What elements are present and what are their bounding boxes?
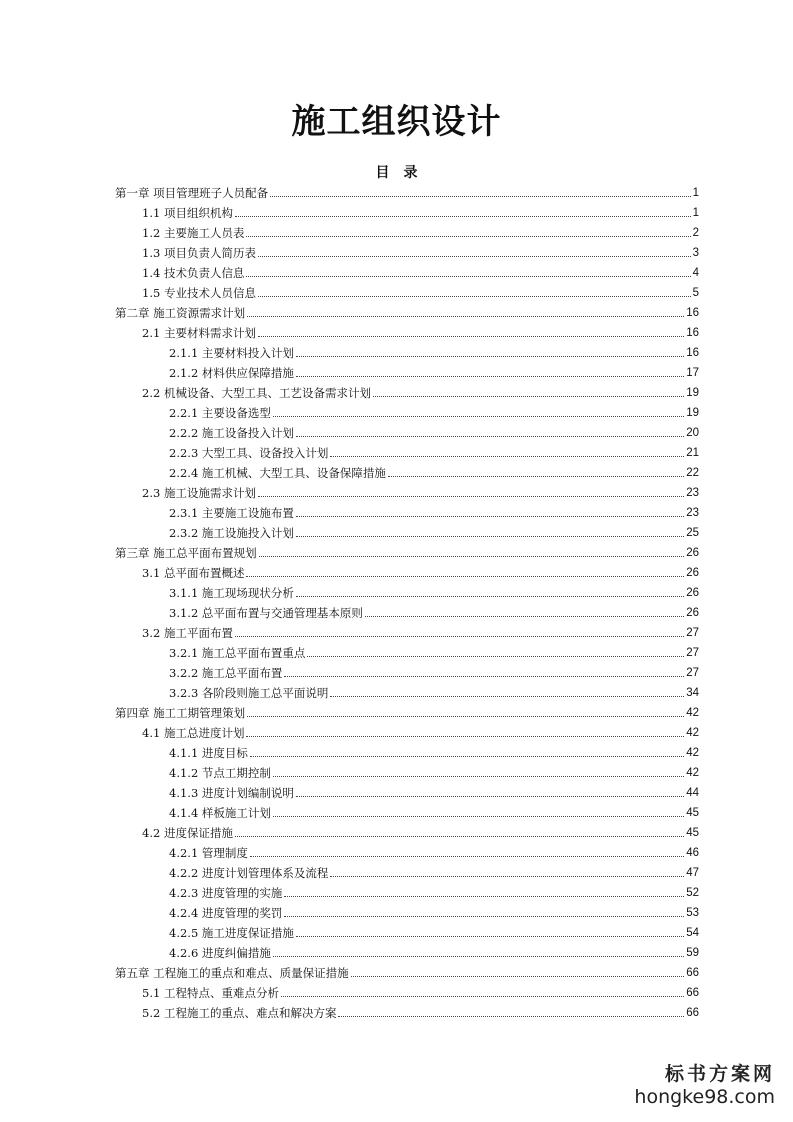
toc-entry[interactable] — [115, 823, 699, 843]
toc-entry[interactable] — [115, 763, 699, 783]
toc-entry-label: 3.2.1 施工总平面布置重点 — [169, 646, 306, 660]
toc-entry-page: 27 — [686, 627, 699, 639]
toc-entry-label: 2.3.2 施工设施投入计划 — [169, 526, 294, 540]
toc-leader-dots — [296, 796, 684, 797]
toc-leader-dots — [270, 196, 690, 197]
toc-entry[interactable] — [115, 863, 699, 883]
toc-entry[interactable] — [115, 523, 699, 543]
toc-entry[interactable] — [115, 643, 699, 663]
toc-entry[interactable] — [115, 343, 699, 363]
toc-leader-dots — [388, 476, 684, 477]
toc-entry-label: 1.2 主要施工人员表 — [142, 226, 245, 240]
toc-leader-dots — [330, 876, 684, 877]
toc-leader-dots — [273, 816, 684, 817]
toc-entry-page: 26 — [686, 547, 699, 559]
toc-entry[interactable] — [115, 803, 699, 823]
toc-entry-page: 19 — [686, 407, 699, 419]
toc-leader-dots — [247, 316, 684, 317]
toc-entry[interactable] — [115, 723, 699, 743]
toc-entry-page: 42 — [686, 747, 699, 759]
toc-entry[interactable] — [115, 983, 699, 1003]
toc-entry-page: 34 — [686, 687, 699, 699]
toc-entry-page: 1 — [692, 187, 699, 199]
toc-entry[interactable] — [115, 543, 699, 563]
toc-entry[interactable] — [115, 223, 699, 243]
watermark-cn: 标书方案网 — [664, 1063, 775, 1085]
toc-leader-dots — [258, 256, 691, 257]
toc-entry[interactable] — [115, 263, 699, 283]
toc-leader-dots — [273, 776, 684, 777]
toc-entry-page: 66 — [686, 1007, 699, 1019]
toc-entry-page: 26 — [686, 607, 699, 619]
toc-entry[interactable] — [115, 483, 699, 503]
toc-entry[interactable] — [115, 243, 699, 263]
toc-entry[interactable] — [115, 383, 699, 403]
toc-entry[interactable] — [115, 943, 699, 963]
document-title: 施工组织设计 — [291, 102, 502, 142]
toc-entry-label: 2.2 机械设备、大型工具、工艺设备需求计划 — [142, 386, 371, 400]
toc-entry[interactable] — [115, 883, 699, 903]
toc-entry-page: 1 — [692, 207, 699, 219]
toc-entry-label: 第二章 施工资源需求计划 — [115, 306, 246, 320]
toc-entry-label: 3.2 施工平面布置 — [142, 626, 233, 640]
toc-entry-label: 1.1 项目组织机构 — [142, 206, 233, 220]
toc-entry-page: 21 — [686, 447, 699, 459]
toc-entry-page: 44 — [686, 787, 699, 799]
toc-entry[interactable] — [115, 843, 699, 863]
toc-entry-page: 26 — [686, 567, 699, 579]
toc-entry-page: 3 — [692, 247, 699, 259]
toc-leader-dots — [273, 416, 684, 417]
toc-entry[interactable] — [115, 203, 699, 223]
toc-entry[interactable] — [115, 623, 699, 643]
toc-entry-page: 46 — [686, 847, 699, 859]
toc-leader-dots — [330, 696, 684, 697]
toc-leader-dots — [235, 836, 684, 837]
toc-entry-label: 5.2 工程施工的重点、难点和解决方案 — [142, 1006, 337, 1020]
toc-entry-label: 2.2.4 施工机械、大型工具、设备保障措施 — [169, 466, 386, 480]
toc-leader-dots — [296, 436, 684, 437]
toc-entry[interactable] — [115, 663, 699, 683]
toc-entry-label: 2.1.1 主要材料投入计划 — [169, 346, 294, 360]
toc-entry[interactable] — [115, 923, 699, 943]
toc-entry-page: 17 — [686, 367, 699, 379]
toc-leader-dots — [351, 976, 685, 977]
toc-entry-page: 53 — [686, 907, 699, 919]
toc-leader-dots — [258, 336, 684, 337]
toc-entry-label: 4.2 进度保证措施 — [142, 826, 233, 840]
toc-entry-page: 42 — [686, 767, 699, 779]
toc-entry-label: 第五章 工程施工的重点和难点、质量保证措施 — [115, 966, 349, 980]
toc-entry-page: 25 — [686, 527, 699, 539]
toc-entry-label: 1.3 项目负责人简历表 — [142, 246, 256, 260]
watermark — [634, 1059, 775, 1108]
toc-entry-label: 3.1 总平面布置概述 — [142, 566, 245, 580]
toc-entry-label: 4.1.1 进度目标 — [169, 746, 248, 760]
toc-entry-label: 2.3 施工设施需求计划 — [142, 486, 256, 500]
toc-leader-dots — [296, 376, 684, 377]
toc-entry[interactable] — [115, 563, 699, 583]
toc-entry-page: 2 — [692, 227, 699, 239]
toc-leader-dots — [284, 896, 684, 897]
toc-entry-label: 4.2.6 进度纠偏措施 — [169, 946, 271, 960]
toc-entry-label: 3.2.3 各阶段则施工总平面说明 — [169, 686, 329, 700]
toc-leader-dots — [307, 656, 684, 657]
toc-entry-page: 20 — [686, 427, 699, 439]
toc-entry[interactable] — [115, 903, 699, 923]
toc-heading: 目 录 — [375, 165, 418, 181]
toc-leader-dots — [235, 636, 684, 637]
toc-entry-label: 4.2.1 管理制度 — [169, 846, 248, 860]
toc-entry-page: 66 — [686, 987, 699, 999]
toc-entry-page: 26 — [686, 587, 699, 599]
toc-entry[interactable] — [115, 423, 699, 443]
toc-entry[interactable] — [115, 323, 699, 343]
toc-entry-page: 59 — [686, 947, 699, 959]
toc-entry-label: 5.1 工程特点、重难点分析 — [142, 986, 279, 1000]
toc-entry-label: 1.5 专业技术人员信息 — [142, 286, 256, 300]
toc-entry[interactable] — [115, 583, 699, 603]
toc-entry-label: 3.1.1 施工现场现状分析 — [169, 586, 294, 600]
toc-entry-page: 16 — [686, 347, 699, 359]
toc-leader-dots — [296, 936, 684, 937]
toc-leader-dots — [246, 576, 684, 577]
toc-leader-dots — [250, 756, 684, 757]
table-of-contents — [115, 183, 699, 1023]
toc-entry-page: 27 — [686, 667, 699, 679]
toc-entry-page: 27 — [686, 647, 699, 659]
toc-entry-page: 45 — [686, 807, 699, 819]
toc-entry-label: 4.2.2 进度计划管理体系及流程 — [169, 866, 329, 880]
toc-entry-label: 第四章 施工工期管理策划 — [115, 706, 246, 720]
toc-entry-label: 4.2.3 进度管理的实施 — [169, 886, 283, 900]
toc-entry-page: 16 — [686, 307, 699, 319]
toc-entry[interactable] — [115, 403, 699, 423]
toc-leader-dots — [247, 716, 684, 717]
toc-entry[interactable] — [115, 783, 699, 803]
toc-leader-dots — [273, 956, 684, 957]
toc-leader-dots — [296, 596, 684, 597]
toc-entry-page: 45 — [686, 827, 699, 839]
toc-entry-label: 第三章 施工总平面布置规划 — [115, 546, 257, 560]
toc-entry-page: 22 — [686, 467, 699, 479]
toc-entry[interactable] — [115, 503, 699, 523]
toc-entry-page: 66 — [686, 967, 699, 979]
toc-entry[interactable] — [115, 963, 699, 983]
toc-entry[interactable] — [115, 363, 699, 383]
toc-entry-page: 5 — [692, 287, 699, 299]
toc-entry-page: 52 — [686, 887, 699, 899]
toc-entry-label: 4.1.3 进度计划编制说明 — [169, 786, 294, 800]
toc-leader-dots — [296, 536, 684, 537]
toc-entry-page: 42 — [686, 707, 699, 719]
toc-entry[interactable] — [115, 463, 699, 483]
toc-entry-label: 4.1.2 节点工期控制 — [169, 766, 271, 780]
toc-leader-dots — [258, 496, 684, 497]
toc-entry[interactable] — [115, 1003, 699, 1023]
toc-leader-dots — [246, 276, 690, 277]
toc-entry[interactable] — [115, 603, 699, 623]
toc-entry-label: 2.3.1 主要施工设施布置 — [169, 506, 294, 520]
toc-entry[interactable] — [115, 743, 699, 763]
toc-leader-dots — [296, 516, 684, 517]
toc-entry-label: 4.2.4 进度管理的奖罚 — [169, 906, 283, 920]
watermark-url: hongke98.com — [634, 1086, 775, 1108]
toc-leader-dots — [373, 396, 684, 397]
toc-leader-dots — [246, 736, 684, 737]
toc-entry-label: 2.1.2 材料供应保障措施 — [169, 366, 294, 380]
toc-entry-page: 23 — [686, 507, 699, 519]
toc-leader-dots — [258, 296, 691, 297]
toc-leader-dots — [284, 676, 684, 677]
toc-entry-label: 4.1.4 样板施工计划 — [169, 806, 271, 820]
toc-entry-page: 23 — [686, 487, 699, 499]
toc-entry[interactable] — [115, 283, 699, 303]
toc-entry-page: 16 — [686, 327, 699, 339]
toc-entry-page: 47 — [686, 867, 699, 879]
toc-entry-label: 2.2.1 主要设备选型 — [169, 406, 271, 420]
toc-entry[interactable] — [115, 183, 699, 203]
toc-leader-dots — [284, 916, 684, 917]
toc-entry-label: 1.4 技术负责人信息 — [142, 266, 245, 280]
toc-entry[interactable] — [115, 303, 699, 323]
toc-leader-dots — [338, 1016, 684, 1017]
toc-entry-label: 2.1 主要材料需求计划 — [142, 326, 256, 340]
toc-leader-dots — [246, 236, 690, 237]
toc-leader-dots — [330, 456, 684, 457]
toc-leader-dots — [365, 616, 684, 617]
toc-leader-dots — [259, 556, 685, 557]
toc-entry-label: 4.2.5 施工进度保证措施 — [169, 926, 294, 940]
toc-entry-label: 3.1.2 总平面布置与交通管理基本原则 — [169, 606, 363, 620]
toc-leader-dots — [235, 216, 691, 217]
toc-entry-label: 3.2.2 施工总平面布置 — [169, 666, 283, 680]
toc-leader-dots — [296, 356, 684, 357]
toc-entry-page: 42 — [686, 727, 699, 739]
toc-entry[interactable] — [115, 443, 699, 463]
toc-entry-page: 19 — [686, 387, 699, 399]
toc-entry-label: 2.2.3 大型工具、设备投入计划 — [169, 446, 329, 460]
toc-entry-label: 第一章 项目管理班子人员配备 — [115, 186, 269, 200]
toc-entry[interactable] — [115, 703, 699, 723]
toc-entry-page: 4 — [692, 267, 699, 279]
toc-entry-label: 2.2.2 施工设备投入计划 — [169, 426, 294, 440]
toc-entry-label: 4.1 施工总进度计划 — [142, 726, 245, 740]
toc-leader-dots — [250, 856, 684, 857]
toc-leader-dots — [281, 996, 684, 997]
toc-entry-page: 54 — [686, 927, 699, 939]
toc-entry[interactable] — [115, 683, 699, 703]
